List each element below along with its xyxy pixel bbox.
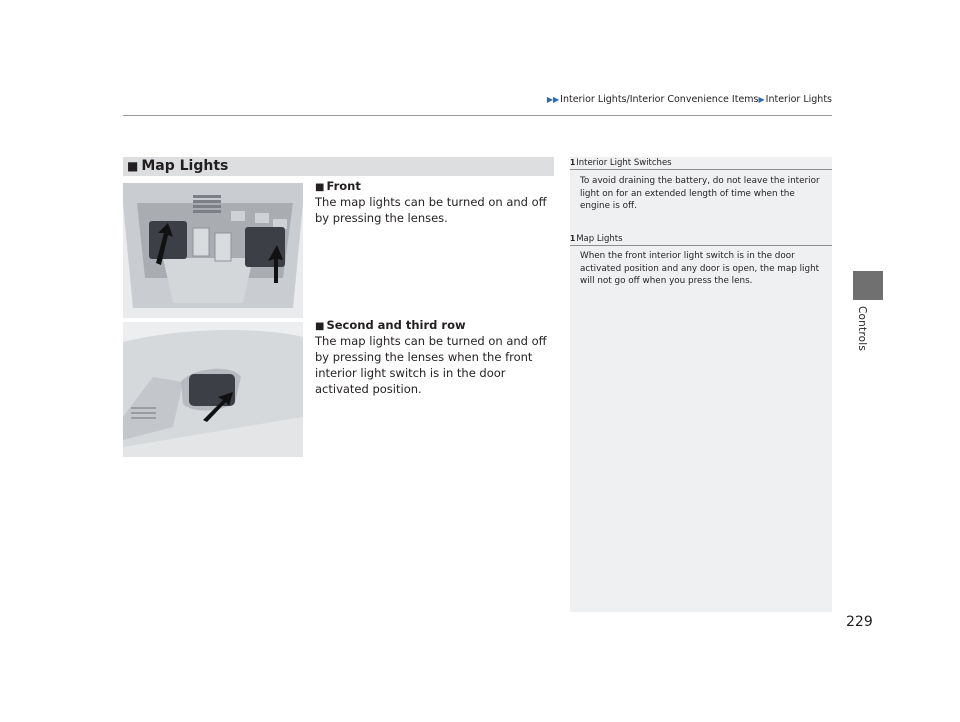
note-title: Interior Light Switches (576, 158, 672, 168)
chapter-tab-marker[interactable] (853, 271, 883, 300)
header-divider (123, 115, 832, 116)
note-ref-icon: 1 (570, 234, 576, 243)
note-body: To avoid draining the battery, do not leave the interior light on for an extended length of time when the engine is off. (580, 176, 820, 211)
breadcrumb-parent[interactable]: Interior Lights/Interior Convenience Items (560, 94, 759, 105)
front-heading-text: Front (326, 179, 361, 193)
section-title-text: Map Lights (141, 158, 229, 174)
notes-panel (570, 157, 832, 612)
rear-heading-text: Second and third row (326, 318, 466, 332)
note-title: Map Lights (576, 234, 623, 244)
front-marker-icon: ■ (315, 182, 325, 193)
chapter-tab-label: Controls (856, 306, 868, 352)
section-title (127, 157, 228, 176)
rear-body-text: The map lights can be turned on and off by pressing the lenses when the front interior light switch is in the door activated position. (315, 334, 547, 396)
note-interior-light-switches-heading[interactable] (570, 157, 832, 169)
breadcrumb-arrow-icon: ▶ (758, 95, 765, 104)
front-heading (315, 179, 361, 193)
front-map-lights-photo (123, 183, 303, 318)
section-marker-icon: ■ (127, 159, 139, 173)
breadcrumb (547, 94, 832, 105)
breadcrumb-arrow-icon: ▶▶ (546, 95, 560, 104)
page-number: 229 (846, 614, 873, 630)
breadcrumb-current[interactable]: Interior Lights (765, 94, 832, 105)
rear-heading (315, 318, 466, 332)
front-body-text: The map lights can be turned on and off by pressing the lenses. (315, 195, 547, 225)
note-divider (570, 245, 832, 246)
rear-map-light-photo (123, 322, 303, 457)
note-ref-icon: 1 (570, 158, 576, 167)
rear-marker-icon: ■ (315, 321, 325, 332)
note-map-lights-heading[interactable] (570, 233, 832, 245)
note-divider (570, 169, 832, 170)
section-heading-bar (123, 157, 554, 176)
note-body: When the front interior light switch is in the door activated position and any door is open, the map light will not go off when you press the lens. (580, 251, 820, 286)
